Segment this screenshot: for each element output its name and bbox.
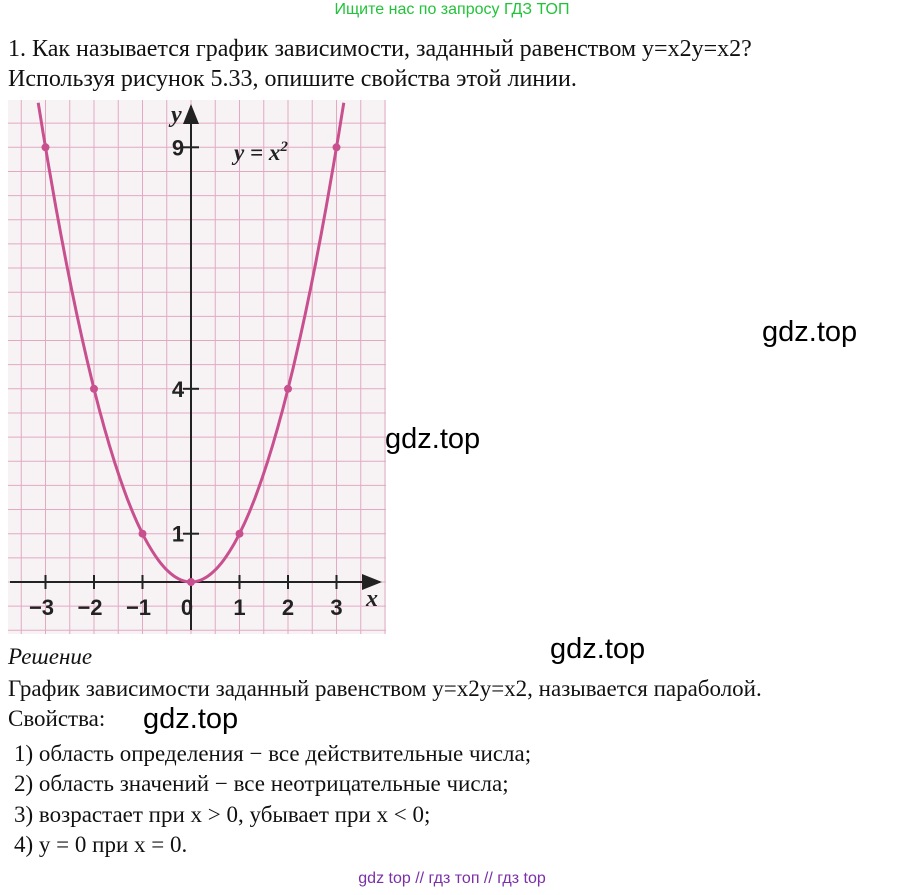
- data-point: [284, 385, 292, 393]
- y-tick-label: 1: [171, 521, 185, 547]
- solution-title: Решение: [8, 644, 93, 669]
- watermark-text: gdz.top: [762, 316, 858, 348]
- x-axis-label: x: [366, 586, 378, 612]
- x-tick-label: −3: [28, 595, 55, 620]
- parabola-chart: [8, 100, 386, 634]
- y-axis-label: y: [171, 102, 182, 128]
- solution-answer: График зависимости заданный равенством y=x2y=x2, называется параболой.: [8, 676, 762, 701]
- data-point: [236, 530, 244, 538]
- question-line-2: Используя рисунок 5.33, опишите свойства этой линии.: [8, 66, 577, 92]
- watermark-text: gdz.top: [385, 423, 481, 455]
- property-item: 1) область определения − все действительные числа;: [14, 741, 532, 766]
- parabola-figure: [8, 100, 386, 634]
- footer-links[interactable]: gdz top // гдз топ // гдз top: [358, 870, 546, 887]
- properties-label: Свойства:: [8, 706, 106, 731]
- property-item: 2) область значений − все неотрицательные числа;: [14, 771, 509, 796]
- formula-label: $y = x^2$: [234, 139, 288, 165]
- data-point: [187, 578, 195, 586]
- property-item: 4) y = 0 при x = 0.: [14, 832, 188, 857]
- search-hint-link[interactable]: Ищите нас по запросу ГДЗ ТОП: [334, 1, 570, 18]
- x-tick-label: 3: [330, 595, 343, 620]
- x-tick-label: 0: [180, 595, 194, 620]
- data-point: [90, 385, 98, 393]
- watermark-text: gdz.top: [550, 633, 646, 665]
- y-tick-label: 9: [171, 135, 185, 161]
- chart-grid: [8, 100, 386, 634]
- watermark-text: gdz.top: [143, 703, 239, 735]
- data-point: [333, 143, 341, 151]
- data-point: [42, 143, 50, 151]
- x-tick-label: −1: [125, 595, 152, 620]
- question-line-1: 1. Как называется график зависимости, заданный равенством y=x2y=x2?: [8, 36, 752, 62]
- x-tick-label: −2: [77, 595, 103, 620]
- property-item: 3) возрастает при x > 0, убывает при x < 0;: [14, 802, 431, 827]
- x-tick-label: 1: [233, 595, 246, 620]
- y-tick-label: 4: [171, 376, 185, 402]
- data-point: [139, 530, 147, 538]
- x-tick-label: 2: [281, 595, 295, 620]
